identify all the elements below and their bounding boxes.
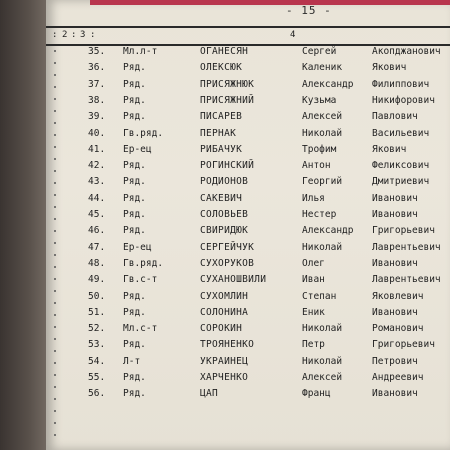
rank: Ряд. — [123, 306, 146, 318]
patronymic: Иванович — [372, 209, 418, 220]
table-row — [0, 323, 450, 339]
surname: САКЕВИЧ — [200, 192, 243, 204]
surname: СОЛОВЬЕВ — [200, 209, 249, 220]
margin-dot — [54, 146, 56, 148]
row-number: 56. — [88, 388, 106, 400]
surname: ЦАП — [200, 388, 219, 400]
margin-dot — [54, 158, 56, 160]
patronymic: Лаврентьевич — [372, 274, 441, 286]
surname: ПРИСЯЖНИЙ — [200, 94, 255, 106]
patronymic: Яковлевич — [372, 290, 424, 302]
first-name: Алексей — [302, 372, 343, 383]
header-col-4: 4 — [290, 30, 296, 40]
table-row — [0, 242, 450, 258]
first-name: Николай — [302, 323, 343, 335]
patronymic: Романович — [372, 323, 424, 335]
margin-dot — [54, 62, 56, 64]
margin-dot — [54, 350, 56, 352]
margin-dot — [54, 434, 56, 436]
surname: ПИСАРЕВ — [200, 111, 243, 123]
first-name: Георгий — [302, 176, 343, 188]
row-number: 46. — [88, 225, 106, 237]
surname: РИБАЧУК — [200, 143, 243, 155]
first-name: Николай — [302, 127, 343, 139]
margin-dot — [54, 194, 56, 196]
rank: Мл.с-т — [123, 323, 158, 335]
rank: Ряд. — [123, 62, 146, 74]
patronymic: Петрович — [372, 355, 418, 367]
table-row — [0, 128, 450, 144]
table-row — [0, 46, 450, 62]
table-row — [0, 291, 450, 307]
margin-dot — [54, 326, 56, 328]
patronymic: Иванович — [372, 306, 418, 318]
table-row — [0, 95, 450, 111]
table-row — [0, 225, 450, 241]
patronymic: Якович — [372, 62, 407, 74]
table-row — [0, 307, 450, 323]
table-row — [0, 209, 450, 225]
rank: Ряд. — [123, 176, 146, 188]
row-number: 35. — [88, 46, 106, 57]
first-name: Франц — [302, 388, 331, 400]
first-name: Николай — [302, 355, 343, 367]
row-number: 49. — [88, 274, 106, 286]
margin-dot — [54, 314, 56, 316]
margin-dot — [54, 266, 56, 268]
rank: Ряд. — [123, 225, 146, 237]
rank: Мл.л-т — [123, 46, 158, 57]
patronymic: Иванович — [372, 192, 418, 204]
table-row — [0, 111, 450, 127]
table-row — [0, 356, 450, 372]
patronymic: Феликсович — [372, 160, 430, 172]
margin-dot — [54, 134, 56, 136]
first-name: Илья — [302, 192, 325, 204]
margin-dot — [54, 122, 56, 124]
row-number: 54. — [88, 355, 106, 367]
table-row — [0, 193, 450, 209]
first-name: Трофим — [302, 143, 337, 155]
surname: СВИРИДЮК — [200, 225, 249, 237]
patronymic: Дмитриевич — [372, 176, 430, 188]
rank: Ер-ец — [123, 241, 152, 253]
margin-dot — [54, 374, 56, 376]
rank: Л-т — [123, 355, 141, 367]
row-number: 37. — [88, 78, 106, 90]
margin-dot — [54, 338, 56, 340]
row-number: 52. — [88, 323, 106, 335]
table-row — [0, 372, 450, 388]
surname: СУХОМЛИН — [200, 290, 249, 302]
row-number: 48. — [88, 257, 106, 269]
surname: РОГИНСКИЙ — [200, 160, 255, 172]
patronymic: Якович — [372, 143, 407, 155]
surname: СЕРГЕЙЧУК — [200, 241, 255, 253]
margin-dot — [54, 170, 56, 172]
surname: ТРОЯНЕНКО — [200, 339, 255, 351]
margin-dot — [54, 230, 56, 232]
first-name: Кузьма — [302, 94, 337, 106]
row-number: 43. — [88, 176, 106, 188]
table-row — [0, 258, 450, 274]
row-number: 45. — [88, 209, 106, 220]
row-number: 39. — [88, 111, 106, 123]
patronymic: Никифорович — [372, 94, 435, 106]
row-number: 36. — [88, 62, 106, 74]
rank: Гв.ряд. — [123, 257, 164, 269]
patronymic: Акопджанович — [372, 46, 441, 57]
surname: РОДИОНОВ — [200, 176, 249, 188]
first-name: Нестер — [302, 209, 337, 220]
rank: Гв.с-т — [123, 274, 158, 286]
row-number: 50. — [88, 290, 106, 302]
rank: Ер-ец — [123, 143, 152, 155]
first-name: Еник — [302, 306, 325, 318]
table-row — [0, 144, 450, 160]
table-row — [0, 388, 450, 404]
patronymic: Андреевич — [372, 372, 424, 383]
first-name: Иван — [302, 274, 325, 286]
rank: Гв.ряд. — [123, 127, 164, 139]
rank: Ряд. — [123, 290, 146, 302]
margin-dot — [54, 98, 56, 100]
row-number: 38. — [88, 94, 106, 106]
margin-dot — [54, 74, 56, 76]
margin-dot — [54, 182, 56, 184]
column-header-bar — [46, 26, 450, 46]
table-row — [0, 339, 450, 355]
row-number: 42. — [88, 160, 106, 172]
patronymic: Филиппович — [372, 78, 430, 90]
first-name: Олег — [302, 257, 325, 269]
surname: ПРИСЯЖНЮК — [200, 78, 255, 90]
row-number: 53. — [88, 339, 106, 351]
first-name: Петр — [302, 339, 325, 351]
rank: Ряд. — [123, 160, 146, 172]
margin-dot — [54, 254, 56, 256]
first-name: Николай — [302, 241, 343, 253]
patronymic: Лаврентьевич — [372, 241, 441, 253]
surname: ОГАНЕСЯН — [200, 46, 249, 57]
margin-dot — [54, 218, 56, 220]
table-row — [0, 160, 450, 176]
top-color-strip — [90, 0, 450, 5]
patronymic: Павлович — [372, 111, 418, 123]
first-name: Антон — [302, 160, 331, 172]
surname: ХАРЧЕНКО — [200, 372, 249, 383]
margin-dot — [54, 242, 56, 244]
patronymic: Григорьевич — [372, 339, 435, 351]
page-number: - 15 - — [286, 4, 332, 17]
header-col-1: : — [52, 30, 58, 40]
rank: Ряд. — [123, 78, 146, 90]
surname: СОРОКИН — [200, 323, 243, 335]
row-number: 47. — [88, 241, 106, 253]
margin-dot — [54, 386, 56, 388]
rank: Ряд. — [123, 111, 146, 123]
surname: СУХОРУКОВ — [200, 257, 255, 269]
rank: Ряд. — [123, 388, 146, 400]
first-name: Александр — [302, 78, 354, 90]
margin-dot — [54, 290, 56, 292]
surname: ОЛЕКСЮК — [200, 62, 243, 74]
surname: ПЕРНАК — [200, 127, 237, 139]
table-row — [0, 79, 450, 95]
surname: СОЛОНИНА — [200, 306, 249, 318]
surname: УКРАИНЕЦ — [200, 355, 249, 367]
margin-dot — [54, 278, 56, 280]
patronymic: Иванович — [372, 257, 418, 269]
patronymic: Иванович — [372, 388, 418, 400]
margin-dot — [54, 206, 56, 208]
rank: Ряд. — [123, 192, 146, 204]
surname: СУХАНОШВИЛИ — [200, 274, 267, 286]
header-separator: : — [71, 30, 77, 40]
margin-dot — [54, 362, 56, 364]
first-name: Сергей — [302, 46, 337, 57]
first-name: Каленик — [302, 62, 343, 74]
row-number: 55. — [88, 372, 106, 383]
margin-dot — [54, 86, 56, 88]
row-number: 40. — [88, 127, 106, 139]
row-number: 41. — [88, 143, 106, 155]
header-col-2: 2 — [62, 30, 68, 40]
margin-dot — [54, 110, 56, 112]
header-col-3: 3 — [80, 30, 86, 40]
first-name: Алексей — [302, 111, 343, 123]
rank: Ряд. — [123, 339, 146, 351]
row-number: 51. — [88, 306, 106, 318]
row-number: 44. — [88, 192, 106, 204]
table-row — [0, 176, 450, 192]
margin-dot — [54, 398, 56, 400]
first-name: Степан — [302, 290, 337, 302]
margin-dot — [54, 50, 56, 52]
patronymic: Григорьевич — [372, 225, 435, 237]
rank: Ряд. — [123, 372, 146, 383]
margin-dot — [54, 422, 56, 424]
table-row — [0, 62, 450, 78]
rank: Ряд. — [123, 209, 146, 220]
header-separator: : — [90, 30, 96, 40]
rank: Ряд. — [123, 94, 146, 106]
patronymic: Васильевич — [372, 127, 430, 139]
first-name: Александр — [302, 225, 354, 237]
margin-dot — [54, 410, 56, 412]
margin-dot — [54, 302, 56, 304]
table-row — [0, 274, 450, 290]
